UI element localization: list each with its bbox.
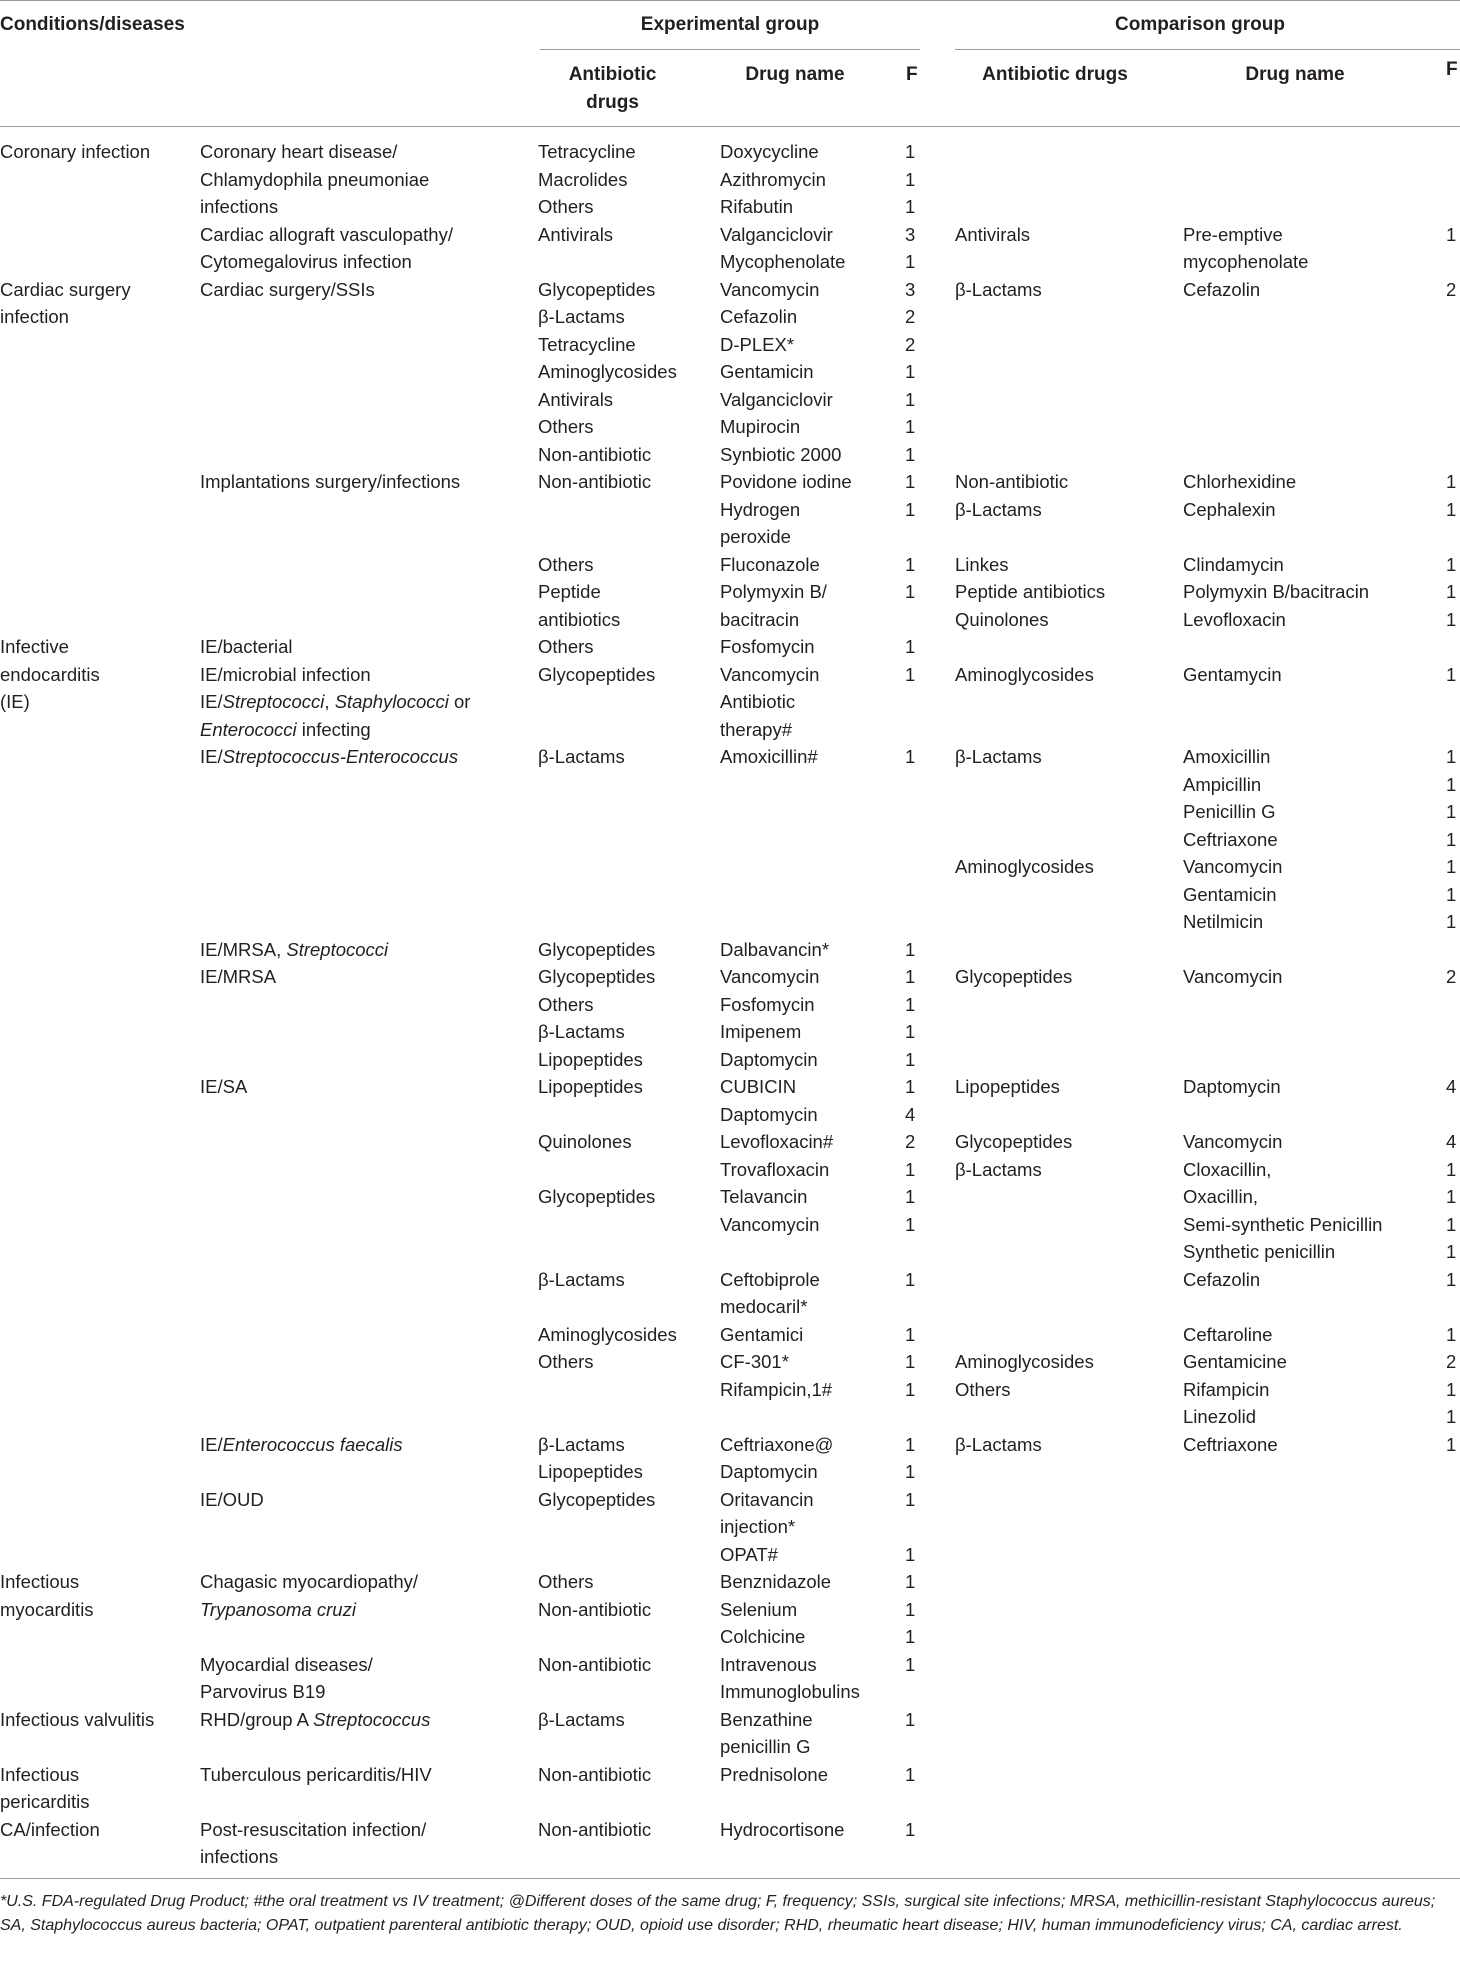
cell-sub: Cardiac surgery/SSIs [200,278,375,300]
cell-ef: 1 [905,251,916,272]
cell-edrug: Benznidazole [720,1571,832,1592]
cell-cab: Peptide antibiotics [955,581,1106,602]
cell-edrug: Amoxicillin# [720,746,818,767]
cell-ef: 1 [905,1598,916,1620]
cell-eab: Lipopeptides [538,1076,643,1097]
cell-eab: Tetracycline [538,333,636,355]
cell-edrug: Ceftobiprole [720,1268,820,1290]
cell-eab: Non-antibiotic [538,1653,652,1675]
cell-cf: 1 [1446,581,1457,602]
cell-cdrug: Cloxacillin, [1183,1158,1272,1180]
header-exp-antibiotic-drugs: Antibiotic drugs [568,64,657,113]
cell-edrug: Synbiotic 2000 [720,443,842,465]
cell-sub: IE/MRSA, Streptococci [200,938,389,960]
cell-edrug: CUBICIN [720,1076,797,1097]
cell-cf: 1 [1446,1268,1457,1290]
cell-ef: 1 [905,443,916,465]
cell-eab: β-Lactams [538,746,625,767]
cell-sub: infections [200,1846,279,1867]
cell-ef: 1 [905,471,916,492]
cell-cf: 1 [1446,663,1457,685]
header-rule [0,126,1460,127]
cell-edrug: Ceftriaxone@ [720,1433,834,1455]
cell-eab: Non-antibiotic [538,1763,652,1785]
cell-edrug: OPAT# [720,1543,778,1565]
cell-ef: 1 [905,581,916,602]
cell-cf: 1 [1446,801,1457,822]
cell-cf: 1 [1446,883,1457,905]
cell-sub: IE/microbial infection [200,663,371,685]
cell-cab: β-Lactams [955,278,1042,300]
cell-eab: Glycopeptides [538,938,656,960]
cell-edrug: Vancomycin [720,278,820,300]
cell-edrug: Imipenem [720,1021,802,1042]
cell-cdrug: Synthetic penicillin [1183,1241,1336,1262]
cell-edrug: Hydrocortisone [720,1818,845,1840]
cell-eab: antibiotics [538,608,621,630]
cell-eab: Glycopeptides [538,278,656,300]
cell-edrug: CF-301* [720,1351,789,1372]
cell-edrug: Rifabutin [720,196,794,217]
cell-eab: Others [538,416,594,437]
cell-eab: β-Lactams [538,1268,625,1290]
cell-cf: 2 [1446,966,1457,987]
cell-ef: 1 [905,1186,916,1207]
cell-cond: (IE) [0,691,30,712]
cell-eab: Others [538,1351,594,1372]
cell-ef: 1 [905,1323,916,1345]
cell-cdrug: Gentamicine [1183,1351,1287,1372]
cell-cab: Aminoglycosides [955,663,1094,685]
header-exp-f: F [906,64,918,85]
cell-ef: 1 [905,196,916,217]
header-cmp-antibiotic-drugs: Antibiotic drugs [982,64,1128,85]
cell-eab: Glycopeptides [538,663,656,685]
cell-sub: Myocardial diseases/ [200,1653,373,1675]
cell-cdrug: Cephalexin [1183,498,1276,520]
cell-cf: 1 [1446,553,1457,575]
cell-cf: 1 [1446,746,1457,767]
cell-eab: Non-antibiotic [538,1598,652,1620]
cell-eab: Non-antibiotic [538,1818,652,1840]
cell-ef: 1 [905,1076,916,1097]
cell-cab: Aminoglycosides [955,856,1094,877]
cell-cond: Infectious [0,1763,80,1785]
cell-ef: 3 [905,223,916,245]
cell-cond: Coronary infection [0,141,151,162]
cell-edrug: bacitracin [720,608,800,630]
cell-cdrug: Linezolid [1183,1406,1257,1427]
cell-ef: 3 [905,278,916,300]
cell-edrug: Rifampicin,1# [720,1378,833,1400]
cell-edrug: Oritavancin [720,1488,814,1510]
cell-cdrug: Ceftriaxone [1183,1433,1278,1455]
cell-ef: 1 [905,416,916,437]
cell-sub: Tuberculous pericarditis/HIV [200,1763,432,1785]
cell-eab: Aminoglycosides [538,1323,677,1345]
cell-cf: 1 [1446,608,1457,630]
cell-eab: β-Lactams [538,1021,625,1042]
cell-sub: infections [200,196,279,217]
cell-eab: β-Lactams [538,1433,625,1455]
cell-edrug: Valganciclovir [720,223,833,245]
cell-cab: Others [955,1378,1011,1400]
cell-cdrug: Gentamycin [1183,663,1282,685]
cell-ef: 1 [905,388,916,410]
cell-edrug: Colchicine [720,1626,806,1647]
cell-ef: 1 [905,1461,916,1482]
cell-edrug: Immunoglobulins [720,1681,860,1702]
header-comparison-group: Comparison group [1115,14,1285,35]
cell-cf: 1 [1446,223,1457,245]
cell-edrug: Daptomycin [720,1048,818,1070]
cell-ef: 1 [905,1048,916,1070]
cell-eab: Aminoglycosides [538,361,677,382]
cell-cond: Infectious valvulitis [0,1708,155,1730]
cell-ef: 1 [905,1433,916,1455]
cell-sub: IE/SA [200,1076,248,1097]
cell-sub: IE/OUD [200,1488,264,1510]
cell-cf: 1 [1446,828,1457,850]
cell-cf: 1 [1446,1406,1457,1427]
cell-cf: 1 [1446,856,1457,877]
cell-edrug: Telavancin [720,1186,808,1207]
cell-sub: RHD/group A Streptococcus [200,1708,431,1730]
cell-cond: Infective [0,636,69,657]
top-rule [0,0,1460,1]
cell-ef: 1 [905,1213,916,1235]
cell-edrug: Fosfomycin [720,636,815,657]
cell-cdrug: Amoxicillin [1183,746,1271,767]
cell-edrug: injection* [720,1516,796,1537]
cell-ef: 1 [905,1818,916,1840]
cell-cdrug: Cefazolin [1183,1268,1261,1290]
cell-edrug: Mycophenolate [720,251,846,272]
cell-eab: Antivirals [538,223,614,245]
cell-edrug: Vancomycin [720,663,820,685]
cell-cdrug: Ampicillin [1183,773,1262,795]
cell-sub: Trypanosoma cruzi [200,1598,356,1620]
cell-sub: IE/Streptococci, Staphylococci or [200,691,471,712]
cell-eab: Quinolones [538,1131,632,1152]
cell-eab: β-Lactams [538,306,625,327]
bottom-rule [0,1878,1460,1879]
cell-eab: Macrolides [538,168,628,190]
cell-cdrug: Clindamycin [1183,553,1284,575]
cell-cdrug: Polymyxin B/bacitracin [1183,581,1370,602]
cell-sub: IE/Streptococcus-Enterococcus [200,746,459,767]
cell-edrug: therapy# [720,718,792,740]
cell-sub: Post-resuscitation infection/ [200,1818,427,1840]
cell-ef: 1 [905,1763,916,1785]
experimental-group-underline [540,49,920,50]
cell-edrug: Levofloxacin# [720,1131,834,1152]
cell-edrug: penicillin G [720,1736,811,1757]
cell-cdrug: Rifampicin [1183,1378,1270,1400]
cell-cdrug: Penicillin G [1183,801,1276,822]
cell-edrug: Hydrogen [720,498,801,520]
cell-ef: 2 [905,1131,916,1152]
cell-cdrug: Gentamicin [1183,883,1277,905]
cell-edrug: Fluconazole [720,553,820,575]
cell-edrug: Valganciclovir [720,388,833,410]
cell-cf: 1 [1446,498,1457,520]
cell-cdrug: Ceftaroline [1183,1323,1273,1345]
cell-cf: 1 [1446,1433,1457,1455]
cell-ef: 1 [905,1158,916,1180]
cell-edrug: Selenium [720,1598,798,1620]
cell-cab: β-Lactams [955,746,1042,767]
cell-ef: 1 [905,141,916,162]
cell-edrug: Dalbavancin* [720,938,830,960]
cell-cdrug: Oxacillin, [1183,1186,1259,1207]
cell-cond: pericarditis [0,1791,90,1812]
cell-sub: Implantations surgery/infections [200,471,461,492]
cell-eab: Others [538,196,594,217]
cell-cond: myocarditis [0,1598,94,1620]
cell-cf: 1 [1446,1378,1457,1400]
cell-eab: Peptide [538,581,601,602]
cell-cdrug: mycophenolate [1183,251,1309,272]
cell-sub: Parvovirus B19 [200,1681,326,1702]
cell-cdrug: Chlorhexidine [1183,471,1297,492]
cell-eab: β-Lactams [538,1708,625,1730]
cell-cond: Infectious [0,1571,80,1592]
cell-ef: 2 [905,333,916,355]
cell-cdrug: Netilmicin [1183,911,1264,932]
cell-eab: Others [538,993,594,1015]
cell-cf: 1 [1446,911,1457,932]
cell-edrug: Vancomycin [720,1213,820,1235]
cell-cdrug: Vancomycin [1183,966,1283,987]
cell-edrug: Polymyxin B/ [720,581,827,602]
cell-cdrug: Levofloxacin [1183,608,1286,630]
cell-cf: 2 [1446,278,1457,300]
cell-ef: 1 [905,1378,916,1400]
cell-edrug: Gentamicin [720,361,814,382]
cell-cf: 4 [1446,1131,1457,1152]
cell-ef: 1 [905,498,916,520]
footnote: *U.S. FDA-regulated Drug Product; #the oral treatment vs IV treatment; @Different doses of the same drug; F, frequency; SSIs, surgical site infections; MRSA, methicillin-resistant Staphylococcus aureus; SA, Staphylococcus aureus bacteria; OPAT, outpatient parenteral antibiotic therapy; OUD, opioid use disorder; RHD, rheumatic heart disease; HIV, human immunodeficiency virus; CA, cardiac arrest. [0,1893,1436,1934]
header-cmp-f: F [1446,59,1458,80]
cell-eab: Others [538,1571,594,1592]
cell-eab: Lipopeptides [538,1048,643,1070]
header-cmp-drug-name: Drug name [1245,64,1345,85]
cell-ef: 1 [905,746,916,767]
cell-sub: IE/MRSA [200,966,277,987]
cell-sub: Chagasic myocardiopathy/ [200,1571,418,1592]
cell-edrug: Intravenous [720,1653,817,1675]
cell-ef: 1 [905,1708,916,1730]
cell-edrug: Povidone iodine [720,471,852,492]
cell-cdrug: Pre-emptive [1183,223,1283,245]
cell-cdrug: Vancomycin [1183,856,1283,877]
cell-ef: 1 [905,1571,916,1592]
cell-edrug: Prednisolone [720,1763,828,1785]
cell-ef: 1 [905,993,916,1015]
cell-ef: 1 [905,1021,916,1042]
cell-cf: 1 [1446,773,1457,795]
cell-edrug: Trovafloxacin [720,1158,830,1180]
cell-cdrug: Ceftriaxone [1183,828,1278,850]
cell-eab: Tetracycline [538,141,636,162]
cell-sub: Coronary heart disease/ [200,141,398,162]
header-experimental-group: Experimental group [640,14,820,35]
cell-edrug: Mupirocin [720,416,801,437]
cell-cf: 1 [1446,1158,1457,1180]
cell-cf: 1 [1446,1323,1457,1345]
cell-edrug: Vancomycin [720,966,820,987]
cell-ef: 1 [905,1543,916,1565]
cell-cf: 1 [1446,471,1457,492]
cell-ef: 1 [905,966,916,987]
cell-cf: 4 [1446,1076,1457,1097]
cell-edrug: Gentamici [720,1323,804,1345]
cell-eab: Others [538,636,594,657]
cell-ef: 1 [905,636,916,657]
cell-cf: 2 [1446,1351,1457,1372]
cell-ef: 1 [905,663,916,685]
cell-eab: Non-antibiotic [538,471,652,492]
cell-cab: β-Lactams [955,498,1042,520]
comparison-group-underline [955,49,1460,50]
cell-ef: 1 [905,361,916,382]
header-exp-drug-name: Drug name [745,64,845,85]
cell-cab: β-Lactams [955,1433,1042,1455]
cell-eab: Others [538,553,594,575]
cell-edrug: Cefazolin [720,306,798,327]
cell-edrug: peroxide [720,526,791,547]
cell-edrug: D-PLEX* [720,333,795,355]
cell-ef: 1 [905,168,916,190]
cell-sub: IE/Enterococcus faecalis [200,1433,403,1455]
cell-eab: Antivirals [538,388,614,410]
cell-sub: Cytomegalovirus infection [200,251,412,272]
cell-cdrug: Vancomycin [1183,1131,1283,1152]
cell-ef: 1 [905,1653,916,1675]
cell-sub: Cardiac allograft vasculopathy/ [200,223,453,245]
cell-cf: 1 [1446,1186,1457,1207]
cell-cond: endocarditis [0,663,100,685]
cell-cond: Cardiac surgery [0,278,131,300]
cell-eab: Glycopeptides [538,966,656,987]
cell-cdrug: Semi-synthetic Penicillin [1183,1213,1383,1235]
cell-edrug: Antibiotic [720,691,796,712]
cell-ef: 1 [905,938,916,960]
cell-eab: Glycopeptides [538,1488,656,1510]
cell-edrug: Daptomycin [720,1103,818,1125]
cell-cab: Glycopeptides [955,1131,1073,1152]
cell-cdrug: Cefazolin [1183,278,1261,300]
cell-cab: Antivirals [955,223,1031,245]
cell-cf: 1 [1446,1241,1457,1262]
cell-cab: Quinolones [955,608,1049,630]
cell-ef: 1 [905,1488,916,1510]
cell-edrug: Fosfomycin [720,993,815,1015]
cell-cdrug: Daptomycin [1183,1076,1281,1097]
cell-ef: 4 [905,1103,916,1125]
cell-ef: 1 [905,1626,916,1647]
cell-cab: Aminoglycosides [955,1351,1094,1372]
cell-eab: Non-antibiotic [538,443,652,465]
cell-edrug: Daptomycin [720,1461,818,1482]
cell-sub: Enterococci infecting [200,718,371,740]
cell-ef: 1 [905,1268,916,1290]
cell-eab: Lipopeptides [538,1461,643,1482]
cell-cf: 1 [1446,1213,1457,1235]
cell-cond: infection [0,306,69,327]
cell-edrug: medocaril* [720,1296,808,1317]
cell-cab: Lipopeptides [955,1076,1060,1097]
cell-cab: Linkes [955,553,1009,575]
cell-sub: IE/bacterial [200,636,293,657]
cell-cab: Glycopeptides [955,966,1073,987]
cell-sub: Chlamydophila pneumoniae [200,168,430,190]
cell-ef: 1 [905,553,916,575]
cell-cab: Non-antibiotic [955,471,1069,492]
cell-ef: 2 [905,306,916,327]
header-conditions: Conditions/diseases [0,14,185,35]
cell-eab: Glycopeptides [538,1186,656,1207]
cell-cond: CA/infection [0,1818,100,1840]
cell-cab: β-Lactams [955,1158,1042,1180]
cell-edrug: Doxycycline [720,141,819,162]
cell-edrug: Benzathine [720,1708,813,1730]
cell-edrug: Azithromycin [720,168,826,190]
cell-ef: 1 [905,1351,916,1372]
